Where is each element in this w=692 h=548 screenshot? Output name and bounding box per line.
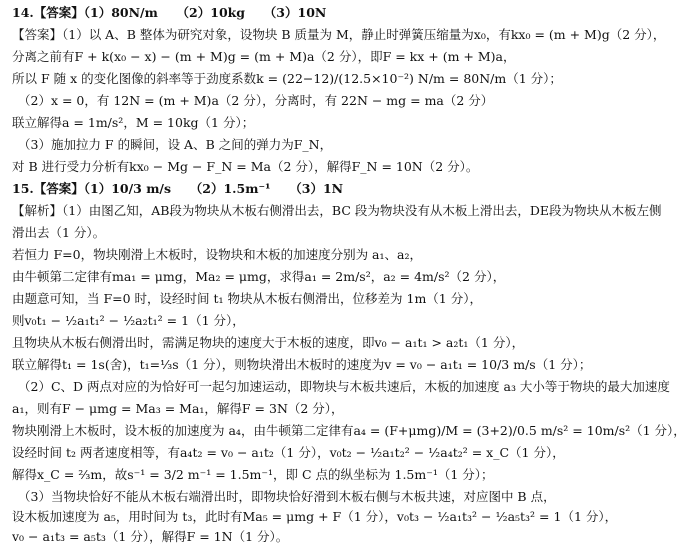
answer-15-line-3: 若恒力 F=0，物块刚滑上木板时，设物块和木板的加速度分别为 a₁、a₂， — [12, 247, 422, 262]
answer-15-line-1: 【解析】（1）由图乙知，AB段为物块从木板右侧滑出去，BC 段为物块没有从木板上滑出去，DE段为物块从木板左侧 — [12, 203, 662, 218]
answer-15-heading: 15.【答案】（1）10/3 m/s （2）1.5m⁻¹ （3）1N — [12, 181, 344, 196]
answer-14-line-3: 所以 F 随 x 的变化图像的斜率等于劲度系数k = (22−12)/(12.5×10⁻²) N/m = 80N/m（1 分）； — [12, 71, 562, 86]
answer-14-line-4: （2）x = 0，有 12N = (m + M)a（2 分），分离时，有 22N − mg = ma（2 分） — [18, 93, 494, 108]
answer-14-line-7: 对 B 进行受力分析有kx₀ − Mg − F_N = Ma（2 分），解得F_N = 10N（2 分）。 — [12, 159, 479, 174]
answer-15-line-13: 解得x_C = ⅔m，故s⁻¹ = 3/2 m⁻¹ = 1.5m⁻¹，即 C 点的纵坐标为 1.5m⁻¹（1 分）； — [12, 467, 494, 482]
answer-15-line-14: （3）当物块恰好不能从木板右端滑出时，即物块恰好滑到木板右侧与木板共速，对应图中 B 点， — [18, 489, 556, 504]
answer-14-line-6: （3）施加拉力 F 的瞬间，设 A、B 之间的弹力为F_N， — [18, 137, 333, 152]
answer-15-line-11: 物块刚滑上木板时，设木板的加速度为 a₄，由牛顿第二定律有a₄ = (F+μmg)/M = (3+2)/0.5 m/s² = 10m/s²（1 分）， — [12, 423, 686, 438]
answer-15-line-10: a₁，则有F − μmg = Ma₃ = Ma₁，解得F = 3N（2 分）， — [12, 401, 344, 416]
answer-15-line-2: 滑出去（1 分）。 — [12, 225, 106, 240]
answer-15-line-8: 联立解得t₁ = 1s(舍)，t₁=⅓s（1 分），则物块滑出木板时的速度为v = v₀ − a₁t₁ = 10/3 m/s（1 分）； — [12, 357, 592, 372]
answer-15-line-12: 设经时间 t₂ 两者速度相等，有a₄t₂ = v₀ − a₁t₂（1 分），v₀t₂ − ½a₁t₂² − ½a₄t₂² = x_C（1 分）， — [12, 445, 565, 460]
answer-15-line-16: v₀ − a₁t₃ = a₅t₃（1 分），解得F = 1N（1 分）。 — [12, 529, 289, 544]
answer-14-line-5: 联立解得a = 1m/s²，M = 10kg（1 分）； — [12, 115, 255, 130]
answer-14-heading: 14.【答案】（1）80N/m （2）10kg （3）10N — [12, 5, 327, 20]
answer-15-line-4: 由牛顿第二定律有ma₁ = μmg，Ma₂ = μmg，求得a₁ = 2m/s²，a₂ = 4m/s²（2 分）， — [12, 269, 506, 284]
answer-15-line-9: （2）C、D 两点对应的为恰好可一起匀加速运动，即物块与木板共速后，木板的加速度 a₃ 大小等于物块的最大加速度 — [18, 379, 670, 394]
answer-15-line-15: 设木板加速度为 a₅，用时间为 t₃，此时有Ma₅ = μmg + F（1 分），v₀t₃ − ½a₁t₃² − ½a₅t₃² = 1（1 分）， — [12, 509, 618, 524]
answer-14-line-1: 【答案】（1）以 A、B 整体为研究对象，设物块 B 质量为 M，静止时弹簧压缩量为x₀，有kx₀ = (m + M)g（2 分）， — [12, 27, 666, 42]
answer-14-line-2: 分离之前有F + k(x₀ − x) − (m + M)g = (m + M)a（2 分），即F = kx + (m + M)a， — [12, 49, 516, 64]
answer-15-line-6: 则v₀t₁ − ½a₁t₁² − ½a₂t₁² = 1（1 分）， — [12, 313, 245, 328]
answer-15-line-5: 由题意可知，当 F=0 时，设经时间 t₁ 物块从木板右侧滑出，位移差为 1m（1 分）， — [12, 291, 482, 306]
answer-15-line-7: 且物块从木板右侧滑出时，需满足物块的速度大于木板的速度，即v₀ − a₁t₁ > a₂t₁（1 分）， — [12, 335, 525, 350]
